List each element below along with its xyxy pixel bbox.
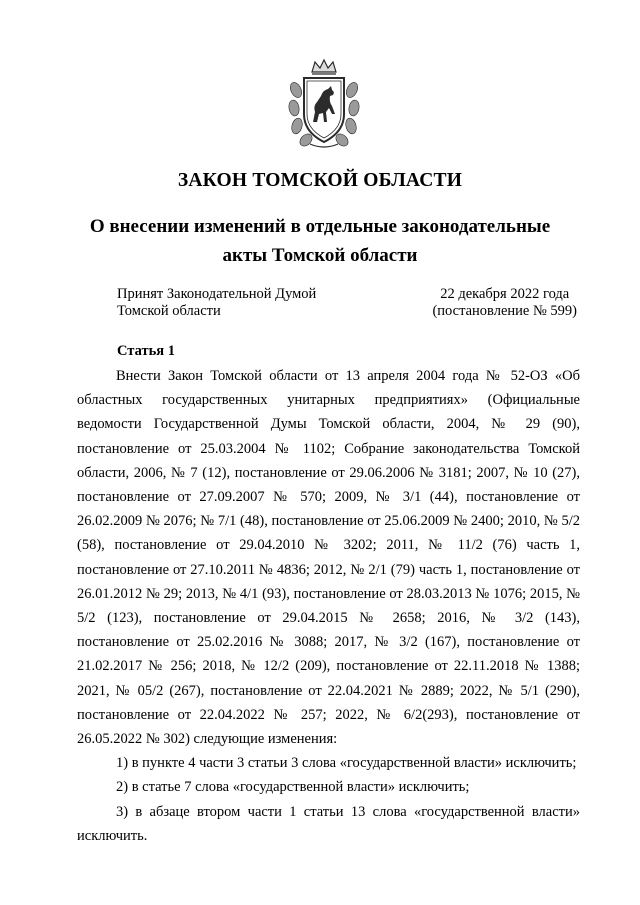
coat-of-arms-icon [286,56,362,152]
document-subtitle [60,212,580,270]
subtitle-line-2: акты Томской области [222,245,418,266]
amendment-item-1: 1) в пункте 4 части 3 статьи 3 слова «государственной власти» исключить; [116,755,577,772]
adoption-date-block [432,286,577,320]
adopted-by-line-2: Томской области [117,303,221,319]
resolution-number: (постановление № 599) [432,303,577,319]
adoption-body [117,286,316,320]
document-title: ЗАКОН ТОМСКОЙ ОБЛАСТИ [177,170,463,191]
amendment-item-2: 2) в статье 7 слова «государственной власти» исключить; [116,779,470,796]
article-body [77,364,580,848]
adopted-by-line-1: Принят Законодательной Думой [117,286,317,302]
article-heading: Статья 1 [117,343,175,359]
article-intro-paragraph: Внести Закон Томской области от 13 апреля 2004 года № 52-ОЗ «Об областных государственных унитарных предприятиях» (Официальные ведомости Государственной Думы Томской области, 2004, № 29 (90), постановление от 25.03.2004 № 1102; Собрание законодательства Томской области, 2006, № 7 (12), постановление от 29.06.2006 № 3181; 2007, № 10 (27), постановление от 27.09.2007 № 570; 2009, № 3/1 (44), постановление от 26.02.2009 № 2076; № 7/1 (48), постановление от 25.06.2009 № 2400; 2010, № 5/2 (58), постановление от 29.04.2010 № 3202; 2011, № 11/2 (76) часть 1, постановление от 27.10.2011 № 4836; 2012, № 2/1 (79) часть 1, постановление от 26.01.2012 № 29; 2013, № 4/1 (93), постановление от 28.03.2013 № 1076; 2015, № 5/2 (123), постановление от 29.04.2015 № 2658; 2016, № 3/2 (143), постановление от 25.02.2016 № 3088; 2017, № 3/2 (167), постановление от 21.02.2017 № 256; 2018, № 12/2 (209), постановление от 22.11.2018 № 1388; 2021, № 05/2 (267), постановление от 22.04.2021 № 2889; 2022, № 5/1 (290), постановление от 22.04.2022 № 257; 2022, № 6/2(293), постановление от 26.05.2022 № 302) следующие изменения: [77,368,580,748]
adoption-date: 22 декабря 2022 года [440,286,570,302]
amendment-item-3: 3) в абзаце втором части 1 статьи 13 слова «государственной власти» исключить. [77,803,580,844]
subtitle-line-1: О внесении изменений в отдельные законодательные [89,216,551,237]
